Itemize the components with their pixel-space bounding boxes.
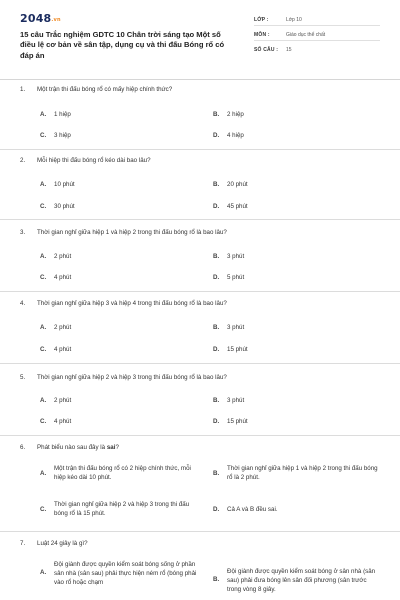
option-text: 3 hiệp	[54, 132, 71, 139]
option-text: Một trận thi đấu bóng rổ có 2 hiệp chính thức, mỗi hiệp kéo dài 10 phút.	[54, 465, 191, 481]
option-text: 4 hiệp	[227, 132, 244, 139]
question-2	[0, 157, 400, 220]
option-letter: A.	[40, 397, 47, 404]
option-text: 10 phút	[54, 181, 75, 188]
option-a[interactable]	[40, 464, 205, 484]
logo-main-text: 2048	[20, 12, 52, 25]
question-number: 7.	[20, 540, 26, 547]
meta-row-count	[254, 44, 380, 56]
option-letter: A.	[40, 181, 47, 188]
option-text: 2 phút	[54, 253, 72, 260]
question-stem-pre: Phát biểu nào sau đây là	[37, 444, 107, 451]
question-text	[20, 157, 151, 164]
option-letter: D.	[213, 274, 220, 281]
option-letter: C.	[40, 132, 47, 139]
question-7	[0, 540, 400, 600]
option-b[interactable]	[213, 464, 383, 484]
option-text: 4 phút	[54, 418, 72, 425]
option-text: 45 phút	[227, 203, 248, 210]
meta-label-count: SỐ CÂU :	[254, 47, 279, 53]
option-text: Đội giành được quyền kiểm soát bóng ở sân nhà (sân sau) phải đưa bóng lên sân đối phương (sân trước trong vòng 8 giây.	[227, 568, 376, 593]
question-1	[0, 86, 400, 150]
option-letter: C.	[40, 506, 47, 513]
question-number: 5.	[20, 374, 26, 381]
question-stem-emphasis: sai	[106, 444, 116, 451]
question-6	[0, 444, 400, 532]
option-text: Cả A và B đều sai.	[227, 506, 278, 513]
option-letter: C.	[40, 274, 47, 281]
meta-label-subject: MÔN :	[254, 32, 270, 38]
option-letter: B.	[213, 397, 220, 404]
option-letter: D.	[213, 203, 220, 210]
option-letter: A.	[40, 111, 47, 118]
question-stem: Thời gian nghỉ giữa hiệp 2 và hiệp 3 trong thi đấu bóng rổ là bao lâu?	[37, 374, 227, 381]
question-text	[20, 444, 119, 451]
option-text: 2 phút	[54, 324, 72, 331]
question-text	[20, 229, 227, 236]
option-letter: B.	[213, 253, 220, 260]
option-text: Thời gian nghỉ giữa hiệp 1 và hiệp 2 trong thi đấu bóng rổ là 2 phút.	[227, 465, 378, 481]
question-number: 6.	[20, 444, 26, 451]
meta-row-class	[254, 14, 380, 26]
option-b[interactable]	[213, 567, 383, 600]
option-text: 3 phút	[227, 253, 245, 260]
option-letter: A.	[40, 253, 47, 260]
option-letter: D.	[213, 418, 220, 425]
question-number: 3.	[20, 229, 26, 236]
question-text	[20, 374, 227, 381]
option-a[interactable]	[40, 560, 205, 600]
option-text: 1 hiệp	[54, 111, 71, 118]
option-text: 20 phút	[227, 181, 248, 188]
option-letter: C.	[40, 346, 47, 353]
document-title: 15 câu Trắc nghiệm GDTC 10 Chân trời sáng tạo Một số điều lệ cơ bản về sân tập, dụng cụ và thi đấu Bóng rổ có đáp án	[20, 30, 225, 60]
option-text: 4 phút	[54, 274, 72, 281]
option-text: 5 phút	[227, 274, 245, 281]
question-stem: Mỗi hiệp thi đấu bóng rổ kéo dài bao lâu?	[37, 157, 151, 164]
option-text: Thời gian nghỉ giữa hiệp 2 và hiệp 3 trong thi đấu bóng rổ là 15 phút.	[54, 501, 190, 517]
question-3	[0, 229, 400, 292]
option-text: 3 phút	[227, 324, 245, 331]
option-letter: B.	[213, 111, 220, 118]
option-text: Đội giành được quyền kiểm soát bóng sống ở phần sân nhà (sân sau) phải thực hiện ném rổ (bóng phải vào rổ hoặc chạm	[54, 561, 197, 586]
question-stem: Thời gian nghỉ giữa hiệp 3 và hiệp 4 trong thi đấu bóng rổ là bao lâu?	[37, 300, 227, 307]
meta-value-count: 15	[286, 47, 292, 53]
meta-value-subject: Giáo dục thể chất	[286, 32, 326, 38]
option-c[interactable]	[40, 500, 205, 520]
question-text	[20, 540, 88, 547]
question-stem-post: ?	[115, 444, 119, 451]
question-stem: Thời gian nghỉ giữa hiệp 1 và hiệp 2 trong thi đấu bóng rổ là bao lâu?	[37, 229, 227, 236]
question-text	[20, 86, 172, 93]
question-5	[0, 374, 400, 436]
question-number: 2.	[20, 157, 26, 164]
option-text: 2 phút	[54, 397, 72, 404]
option-letter: D.	[213, 346, 220, 353]
option-text: 15 phút	[227, 346, 248, 353]
question-4	[0, 300, 400, 364]
option-text: 3 phút	[227, 397, 245, 404]
meta-row-subject	[254, 29, 380, 41]
option-letter: B.	[213, 470, 220, 477]
option-text: 4 phút	[54, 346, 72, 353]
question-number: 4.	[20, 300, 26, 307]
option-text: 30 phút	[54, 203, 75, 210]
meta-value-class: Lớp 10	[286, 17, 302, 23]
logo-suffix-text: .vn	[51, 17, 61, 23]
option-letter: B.	[213, 324, 220, 331]
question-stem: Một trận thi đấu bóng rổ có mấy hiệp chính thức?	[37, 86, 173, 93]
option-text: 2 hiệp	[227, 111, 244, 118]
option-letter: A.	[40, 324, 47, 331]
document-header	[0, 0, 400, 80]
site-logo[interactable]	[20, 12, 61, 25]
meta-label-class: LỚP :	[254, 17, 269, 23]
option-letter: B.	[213, 181, 220, 188]
option-letter: A.	[40, 569, 47, 576]
option-letter: C.	[40, 203, 47, 210]
question-number: 1.	[20, 86, 26, 93]
question-stem: Luật 24 giây là gì?	[37, 540, 88, 547]
option-letter: D.	[213, 132, 220, 139]
option-letter: B.	[213, 576, 220, 583]
option-letter: C.	[40, 418, 47, 425]
option-letter: A.	[40, 470, 47, 477]
option-text: 15 phút	[227, 418, 248, 425]
option-letter: D.	[213, 506, 220, 513]
question-text	[20, 300, 227, 307]
